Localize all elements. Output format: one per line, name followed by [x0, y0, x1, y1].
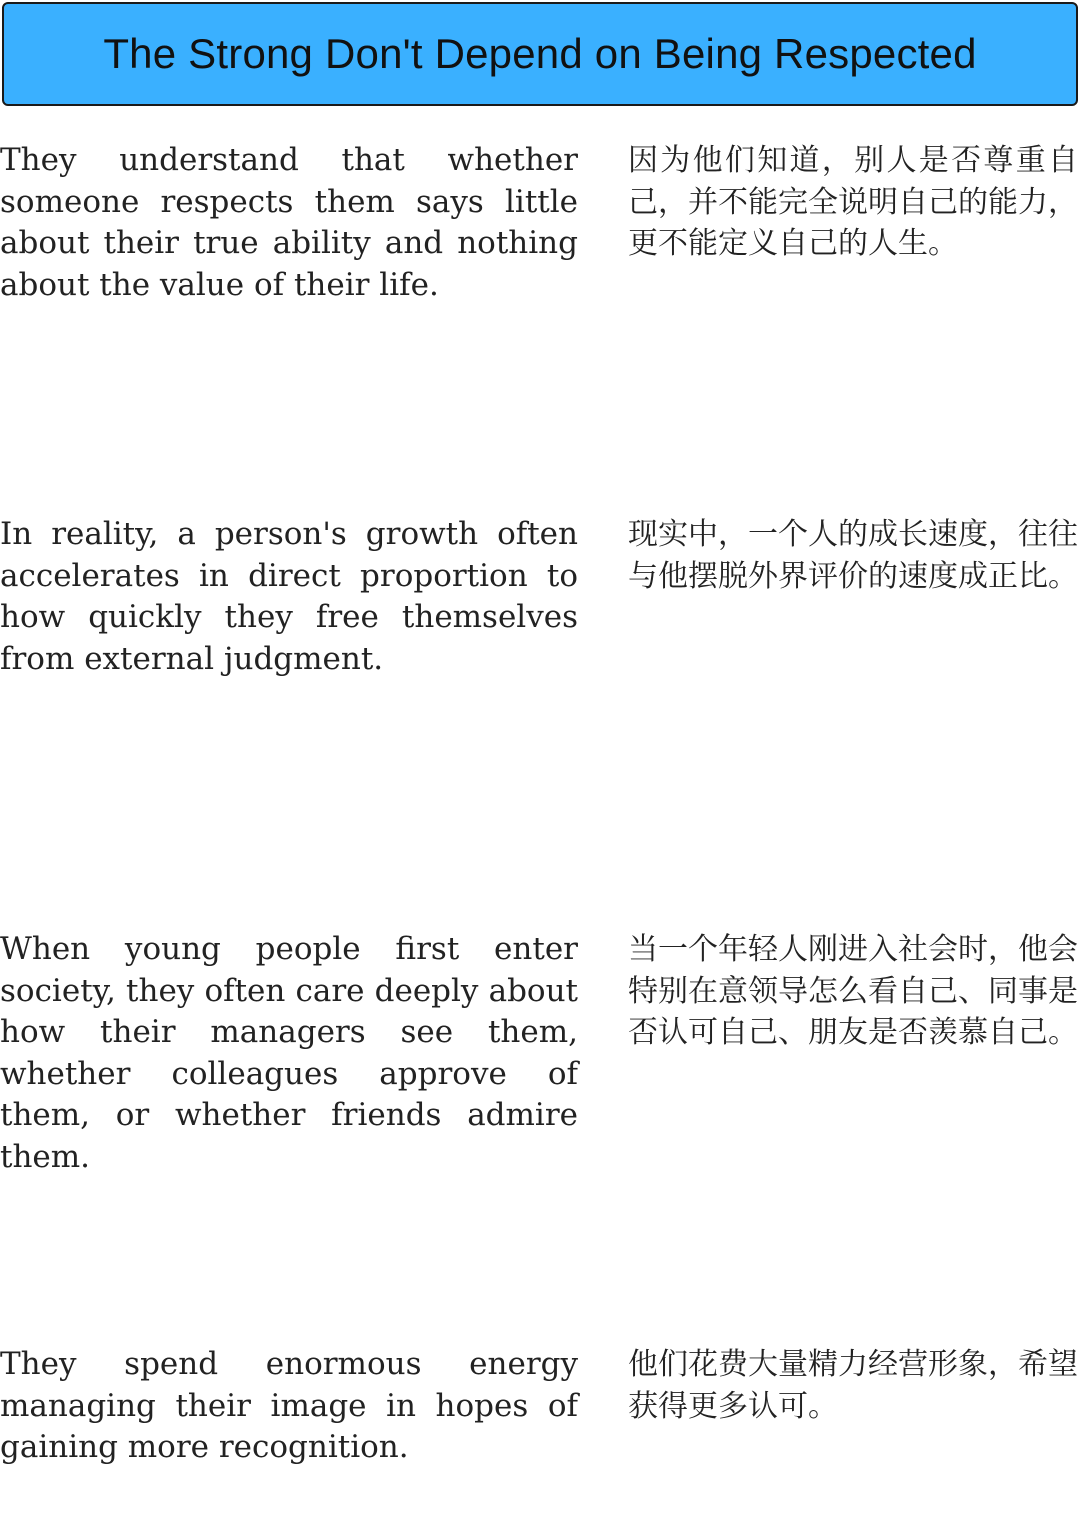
chinese-paragraph: 因为他们知道，别人是否尊重自己，并不能完全说明自己的能力，更不能定义自己的人生。	[628, 143, 1078, 261]
page-title: The Strong Don't Depend on Being Respected	[103, 30, 977, 77]
english-paragraph: They understand that whether someone respects them says little about their true ability and nothing about the value of their life.	[0, 142, 578, 303]
chinese-paragraph: 现实中，一个人的成长速度，往往与他摆脱外界评价的速度成正比。	[628, 517, 1078, 594]
english-paragraph: They spend enormous energy managing their image in hopes of gaining more recognition.	[0, 1346, 578, 1465]
chinese-paragraph: 当一个年轻人刚进入社会时，他会特别在意领导怎么看自己、同事是否认可自己、朋友是否羡慕自己。	[628, 932, 1078, 1050]
english-paragraph: When young people first enter society, they often care deeply about how their managers see them, whether colleagues approve of them, or whether friends admire them.	[0, 931, 578, 1175]
english-paragraph: In reality, a person's growth often accelerates in direct proportion to how quickly they free themselves from external judgment.	[0, 516, 578, 677]
title-banner	[2, 2, 1078, 106]
chinese-paragraph: 他们花费大量精力经营形象，希望获得更多认可。	[628, 1347, 1078, 1424]
